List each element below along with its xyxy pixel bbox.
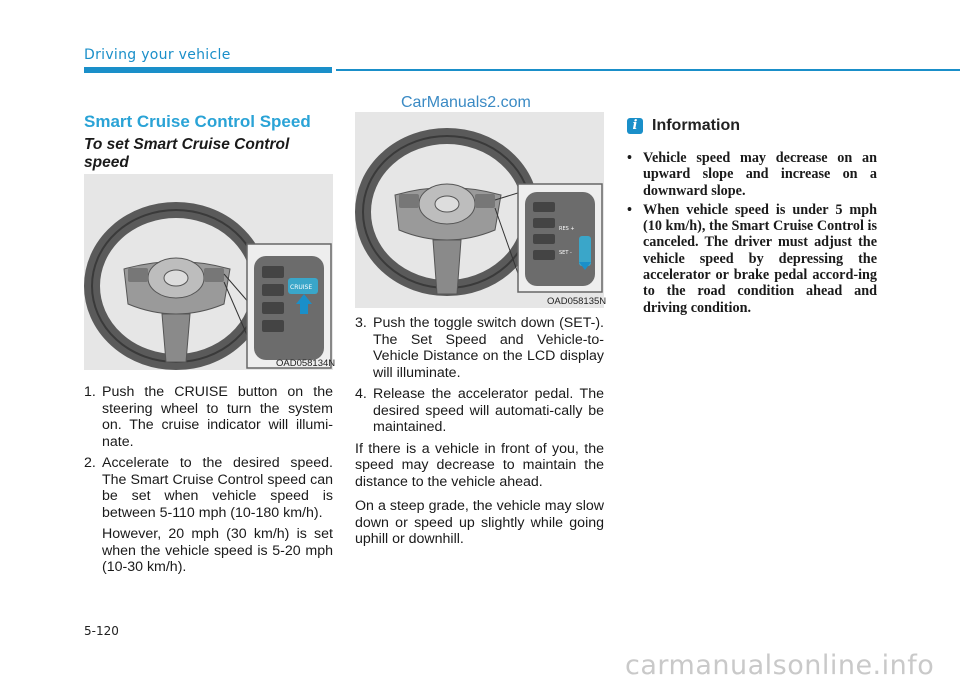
step-text: Push the CRUISE button on the steering wheel to turn the system on. The cruise indicator will illumi-nate. (102, 384, 333, 450)
section-title: Driving your vehicle (84, 47, 231, 63)
list-item (355, 315, 604, 381)
paragraph: On a steep grade, the vehicle may slow down or speed up slightly while going uphill or downhill. (355, 498, 604, 547)
step-number: 1. (84, 384, 96, 400)
figure-steering-wheel-cruise (84, 174, 336, 370)
paragraph: If there is a vehicle in front of you, the speed may decrease to maintain the distance to the vehicle ahead. (355, 440, 604, 490)
step-extra-text: However, 20 mph (30 km/h) is set when the vehicle speed is 5-20 mph (10-30 km/h). (102, 526, 333, 575)
page-number: 5-120 (84, 624, 119, 638)
bullet-text: Vehicle speed may decrease on an upward slope and increase on a downward slope. (643, 150, 877, 199)
list-item (84, 455, 333, 576)
step-number: 4. (355, 386, 367, 402)
svg-text:RES +: RES + (559, 226, 575, 232)
steps-list-1 (84, 384, 333, 581)
figure-code-1: OAD058134N (276, 358, 336, 369)
step-number: 2. (84, 455, 96, 471)
steps-list-2 (355, 315, 604, 556)
svg-text:CRUISE: CRUISE (290, 284, 313, 291)
bullet-text: When vehicle speed is under 5 mph (10 km/h), the Smart Cruise Control is canceled. The driver must adjust the vehicle speed by depressing the accelerator or brake pedal accord-ing to the road condition ahead and driving condition. (643, 201, 877, 316)
list-item (627, 150, 877, 199)
step-text: Accelerate to the desired speed. The Smart Cruise Control speed can be set when vehicle speed is between 5-110 mph (10-180 km/h). (102, 455, 333, 521)
info-title: Information (652, 117, 740, 134)
site-watermark: carmanualsonline.info (625, 650, 935, 681)
info-bullets (627, 150, 877, 319)
list-item (84, 384, 333, 450)
watermark-text: CarManuals2.com (401, 94, 531, 111)
step-text: Release the accelerator pedal. The desired speed will automati-cally be maintained. (373, 386, 604, 435)
svg-text:SET -: SET - (559, 250, 572, 256)
section-heading: Smart Cruise Control Speed (84, 112, 311, 131)
header-rule (336, 69, 960, 71)
step-text: Push the toggle switch down (SET-). The Set Speed and Vehicle-to-Vehicle Distance on the LCD display will illuminate. (373, 315, 604, 381)
list-item (627, 202, 877, 316)
info-icon: i (627, 118, 643, 134)
bullet-dot: • (627, 150, 632, 166)
step-number: 3. (355, 315, 367, 331)
subheading: To set Smart Cruise Control speed (84, 136, 290, 171)
figure-code-2: OAD058135N (547, 296, 607, 307)
bullet-dot: • (627, 201, 632, 218)
steering-wheel-illustration (355, 112, 607, 308)
list-item (355, 386, 604, 436)
steering-wheel-illustration (84, 174, 336, 370)
header-bar (84, 67, 332, 73)
figure-steering-wheel-set (355, 112, 607, 308)
